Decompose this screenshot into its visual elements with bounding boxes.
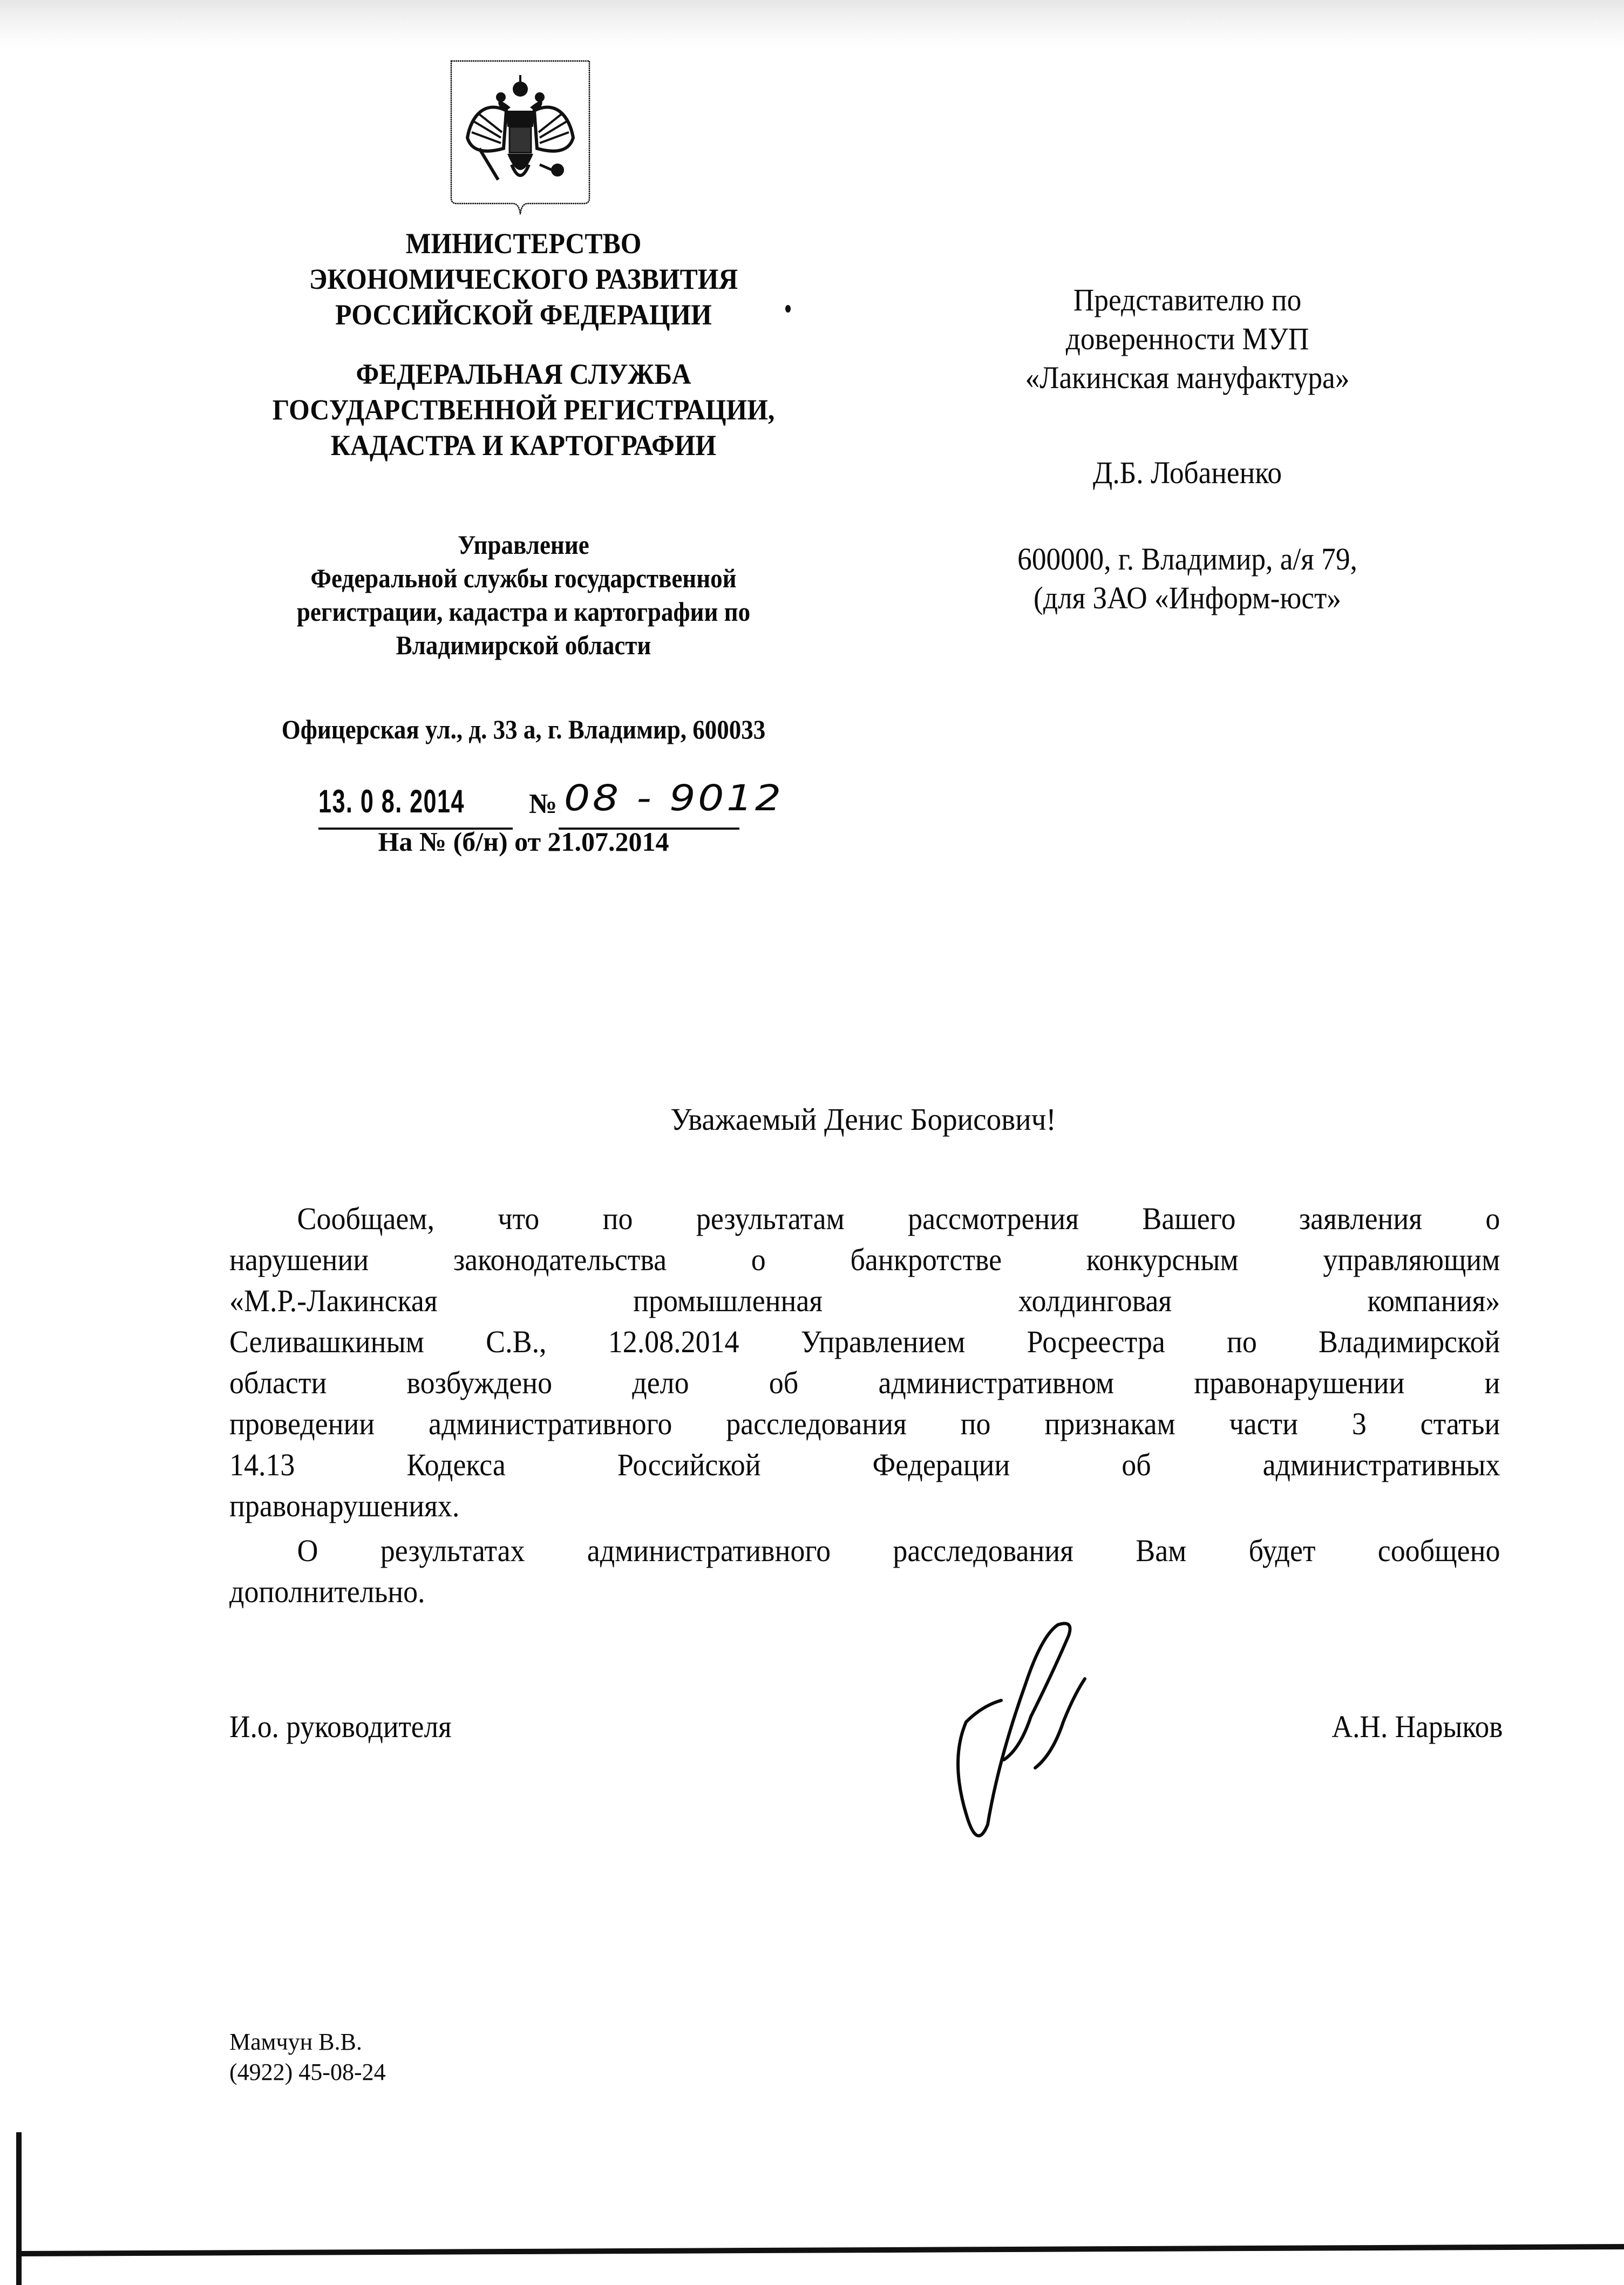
registration-date: 13. 0 8. 2014 xyxy=(318,783,465,819)
executor-info xyxy=(229,2027,386,2087)
department-line: Владимирской области xyxy=(396,630,651,660)
scan-edge-bottom xyxy=(19,2244,1624,2256)
addressee-address-line: 600000, г. Владимир, а/я 79, xyxy=(1017,541,1357,577)
reference-line: На № (б/н) от 21.07.2014 xyxy=(378,826,669,857)
paragraph-line: области возбуждено дело об административном правонарушении и xyxy=(229,1365,1500,1400)
coat-of-arms-icon xyxy=(447,57,594,219)
executor-name: Мамчун В.В. xyxy=(229,2029,362,2055)
paragraph-2 xyxy=(229,1530,1500,1612)
paragraph-line: нарушении законодательства о банкротстве конкурсным управляющим xyxy=(229,1242,1500,1277)
paragraph-line: правонарушениях. xyxy=(229,1488,460,1523)
ministry-line: ЭКОНОМИЧЕСКОГО РАЗВИТИЯ xyxy=(309,263,738,295)
paragraph-line: 14.13 Кодекса Российской Федерации об административных xyxy=(229,1447,1500,1482)
registration-row xyxy=(318,777,784,826)
paragraph-1 xyxy=(229,1198,1500,1527)
paragraph-line: проведении административного расследования по признакам части 3 статьи xyxy=(229,1406,1500,1441)
service-line: КАДАСТРА И КАРТОГРАФИИ xyxy=(330,429,717,462)
addressee-line: доверенности МУП xyxy=(1065,321,1309,356)
paragraph-line: «М.Р.-Лакинская промышленная холдинговая компания» xyxy=(229,1283,1500,1318)
paragraph-line: О результатах административного расследования Вам будет сообщено xyxy=(297,1533,1500,1568)
ministry-line: РОССИЙСКОЙ ФЕДЕРАЦИИ xyxy=(335,299,712,331)
paragraph-line: дополнительно. xyxy=(229,1574,425,1609)
department-name xyxy=(198,528,849,662)
service-line: ГОСУДАРСТВЕННОЙ РЕГИСТРАЦИИ, xyxy=(272,394,775,426)
paragraph-line: Селивашкиным С.В., 12.08.2014 Управлением Росреестра по Владимирской xyxy=(229,1324,1500,1359)
registration-number: 08 - 9012 xyxy=(564,777,784,819)
service-line: ФЕДЕРАЛЬНАЯ СЛУЖБА xyxy=(356,358,691,390)
sender-address: Офицерская ул., д. 33 а, г. Владимир, 600033 xyxy=(281,714,766,744)
addressee-line: «Лакинская мануфактура» xyxy=(1025,360,1350,395)
number-sign: № xyxy=(529,789,558,819)
greeting: Уважаемый Денис Борисович! xyxy=(670,1102,1056,1137)
handwritten-signature xyxy=(896,1598,1090,1846)
executor-phone: (4922) 45-08-24 xyxy=(229,2059,386,2085)
addressee-address-line: (для ЗАО «Информ-юст» xyxy=(1034,580,1341,615)
department-line: Федеральной службы государственной xyxy=(310,563,737,593)
signatory-name: А.Н. Нарыков xyxy=(1331,1709,1503,1744)
department-line: Управление xyxy=(458,530,589,560)
ministry-name xyxy=(191,226,857,333)
signatory-position: И.о. руководителя xyxy=(229,1709,452,1744)
department-line: регистрации, кадастра и картографии по xyxy=(296,596,751,627)
scan-edge-left xyxy=(16,2132,22,2285)
addressee-address xyxy=(929,540,1446,618)
addressee-line: Представителю по xyxy=(1073,282,1302,317)
addressee-title xyxy=(929,281,1446,397)
addressee-name: Д.Б. Лобаненко xyxy=(1092,455,1282,490)
ink-speck xyxy=(785,305,791,313)
paragraph-line: Сообщаем, что по результатам рассмотрения Вашего заявления о xyxy=(297,1201,1500,1236)
scan-shadow-top xyxy=(0,0,1624,49)
service-name xyxy=(191,356,857,463)
ministry-line: МИНИСТЕРСТВО xyxy=(405,227,642,260)
